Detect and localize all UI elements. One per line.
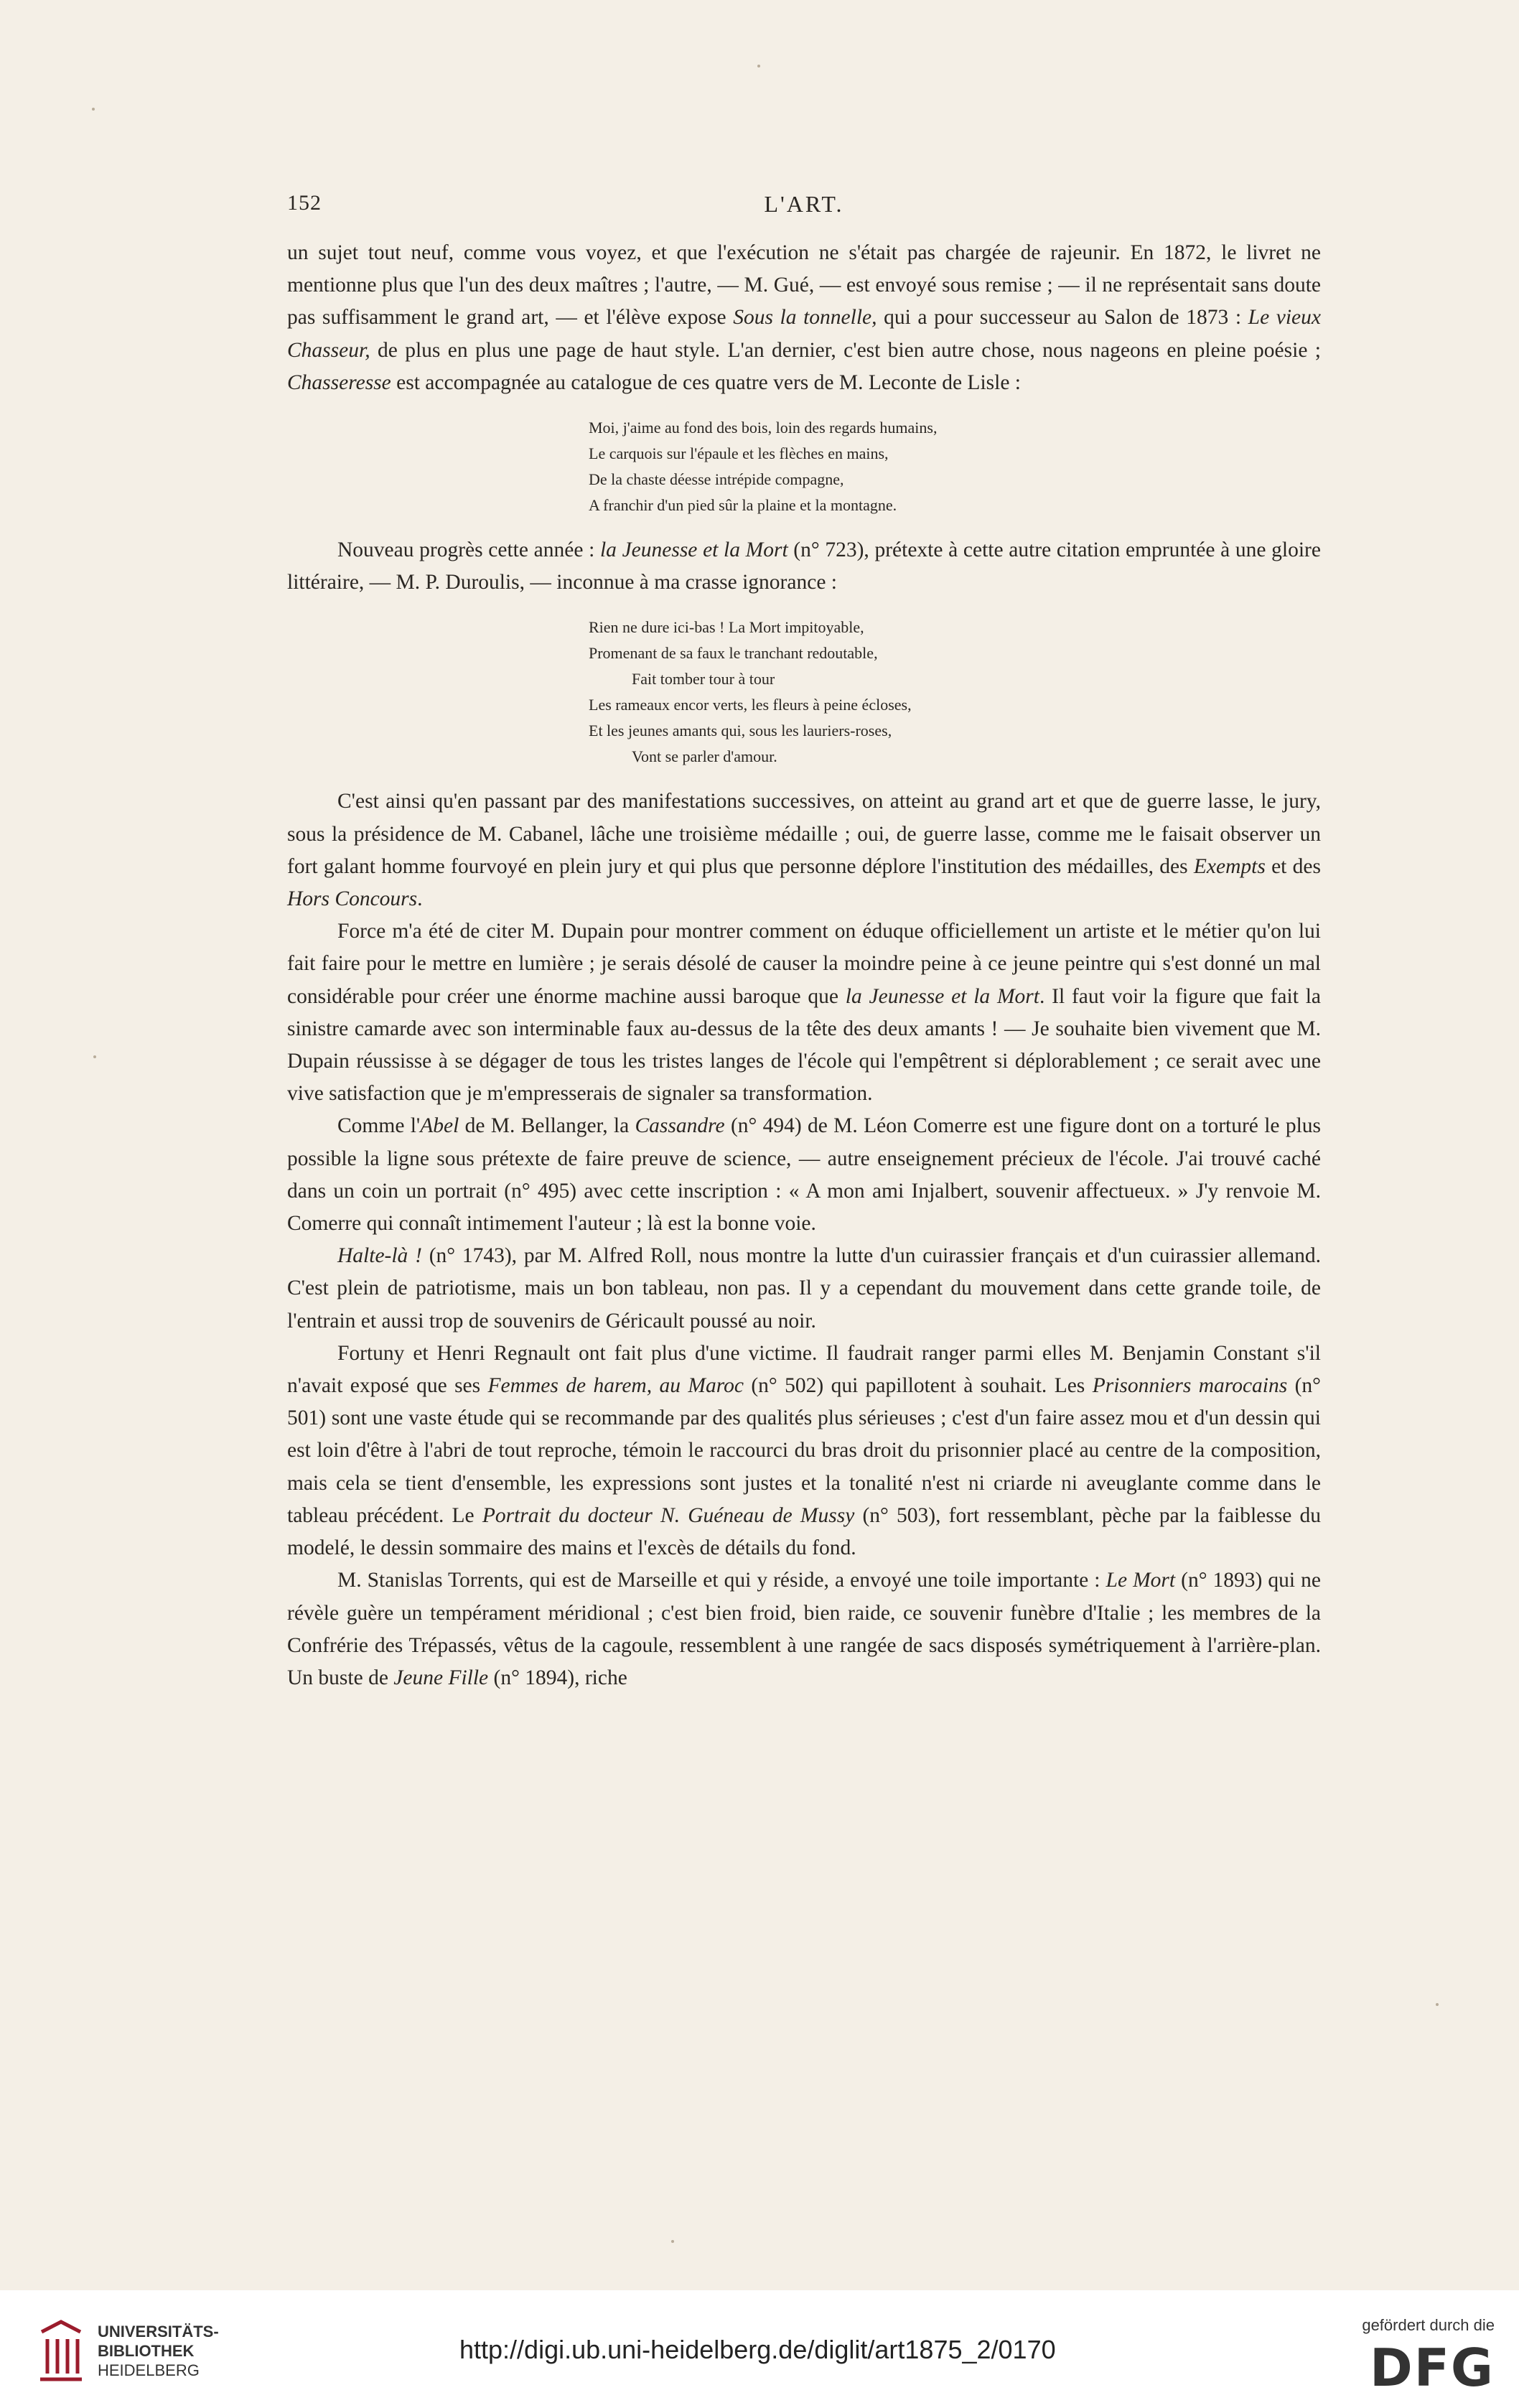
verse-line: Fait tomber tour à tour <box>632 670 775 689</box>
verse-line: A franchir d'un pied sûr la plaine et la montagne. <box>589 496 897 515</box>
verse-line: Moi, j'aime au fond des bois, loin des regards humains, <box>589 419 938 437</box>
paragraph: Fortuny et Henri Regnault ont fait plus d'une victime. Il faudrait ranger parmi elles M. Benjamin Constant s'il n'avait exposé que ses Femmes de harem, au Maroc (n° 502) qui papillotent à souhait. Les Prisonniers marocains (n° 501) sont une vaste étude qui se recommande par des qualités plus sérieuses ; c'est d'un faire assez mou et d'un dessin qui est loin d'être à l'abri de tout reproche, témoin le raccourci du bras droit du prisonnier placé au centre de la composition, mais cela se tient d'ensemble, les expressions sont justes et la tonalité n'est ni criarde ni aveuglante comme dans le tableau précédent. Le Portrait du docteur N. Guéneau de Mussy (n° 503), fort ressemblant, pèche par la faiblesse du modelé, le dessin sommaire des mains et l'excès de détails du fond. <box>287 1341 1321 1560</box>
paragraph: un sujet tout neuf, comme vous voyez, et que l'exécution ne s'était pas chargée de rajeunir. En 1872, le livret ne mentionne plus que l'un des deux maîtres ; l'autre, — M. Gué, — est envoyé sous remise ; — il ne représentait sans doute pas suffisamment le grand art, — et l'élève expose Sous la tonnelle, qui a pour successeur au Salon de 1873 : Le vieux Chasseur, de plus en plus une page de haut style. L'an dernier, c'est bien autre chose, nous nageons en pleine poésie ; Chasseresse est accompagnée au catalogue de ces quatre vers de M. Leconte de Lisle : <box>287 241 1321 394</box>
dust-speck <box>1436 2003 1439 2006</box>
paragraph: C'est ainsi qu'en passant par des manifestations successives, on atteint au grand art et que de guerre lasse, le jury, sous la présidence de M. Cabanel, lâche une troisième médaille ; oui, de guerre lasse, comme me le faisait observer un fort galant homme fourvoyé en plein jury et qui plus que personne déplore l'institution des médailles, des Exempts et des Hors Concours. <box>287 790 1321 911</box>
article-body <box>287 237 1321 1694</box>
verse-quotation <box>589 615 1321 770</box>
paragraph: Halte-là ! (n° 1743), par M. Alfred Roll, nous montre la lutte d'un cuirassier français et d'un cuirassier allemand. C'est plein de patriotisme, mais un bon tableau, non pas. Il y a cependant du mouvement dans cette grande toile, de l'entrain et aussi trop de souvenirs de Géricault poussé au noir. <box>287 1244 1321 1333</box>
verse-line: Le carquois sur l'épaule et les flèches en mains, <box>589 444 889 463</box>
verse-line: De la chaste déesse intrépide compagne, <box>589 470 844 489</box>
verse-line: Rien ne dure ici-bas ! La Mort impitoyable, <box>589 618 864 637</box>
dust-speck <box>92 108 95 111</box>
permalink-url[interactable]: http://digi.ub.uni-heidelberg.de/diglit/art1875_2/0170 <box>459 2335 1056 2364</box>
paragraph: Force m'a été de citer M. Dupain pour montrer comment on éduque officiellement un artiste et le métier qu'on lui fait faire pour le mettre en lumière ; je serais désolé de causer la moindre peine à ce jeune peintre qui s'est donné un mal considérable pour créer une énorme machine aussi baroque que la Jeunesse et la Mort. Il faut voir la figure que fait la sinistre camarde avec son interminable faux au-dessus de la tête des deux amants ! — Je souhaite bien vivement que M. Dupain réussisse à se dégager de tous les tristes langes de l'école qui l'empêtrent si déplorablement ; ce serait avec une vive satisfaction que je m'empresserais de signaler sa transformation. <box>287 920 1321 1106</box>
paragraph: Nouveau progrès cette année : la Jeunesse et la Mort (n° 723), prétexte à cette autre citation empruntée à une gloire littéraire, — M. P. Duroulis, — inconnue à ma crasse ignorance : <box>287 538 1321 594</box>
verse-line: Les rameaux encor verts, les fleurs à peine écloses, <box>589 696 912 714</box>
page-number: 152 <box>287 191 322 215</box>
running-title: L'ART. <box>764 191 844 217</box>
verse-quotation <box>589 415 1321 518</box>
verse-line: Et les jeunes amants qui, sous les lauriers-roses, <box>589 722 892 740</box>
paragraph: Comme l'Abel de M. Bellanger, la Cassandre (n° 494) de M. Léon Comerre est une figure dont on a torturé le plus possible la ligne sous prétexte de faire preuve de science, — autre enseignement précieux de l'école. J'ai trouvé caché dans un coin un portrait (n° 495) avec cette inscription : « A mon ami Injalbert, souvenir affectueux. » J'y renvoie M. Comerre qui connaît intimement l'auteur ; là est la bonne voie. <box>287 1114 1321 1236</box>
page-header <box>287 191 1321 227</box>
dust-speck <box>93 1055 96 1058</box>
dfg-logo[interactable]: DFG <box>1369 2338 1495 2398</box>
university-library-logo-icon[interactable] <box>36 2318 86 2382</box>
dust-speck <box>671 2240 674 2243</box>
paragraph: M. Stanislas Torrents, qui est de Marseille et qui y réside, a envoyé une toile importante : Le Mort (n° 1893) qui ne révèle guère un tempérament méridional ; c'est bien froid, bien raide, ce souvenir funèbre d'Italie ; les membres de la Confrérie des Trépassés, vêtus de la cagoule, ressemblent à une rangée de sacs disposés symétriquement à l'arrière-plan. Un buste de Jeune Fille (n° 1894), riche <box>287 1569 1322 1689</box>
funded-by-label: gefördert durch die <box>1362 2316 1495 2334</box>
verse-line: Promenant de sa faux le tranchant redoutable, <box>589 644 878 663</box>
viewer-footer <box>0 2290 1519 2408</box>
library-name[interactable]: UNIVERSITÄTS- BIBLIOTHEK HEIDELBERG <box>98 2323 219 2379</box>
dust-speck <box>757 65 760 67</box>
verse-line: Vont se parler d'amour. <box>632 747 777 766</box>
